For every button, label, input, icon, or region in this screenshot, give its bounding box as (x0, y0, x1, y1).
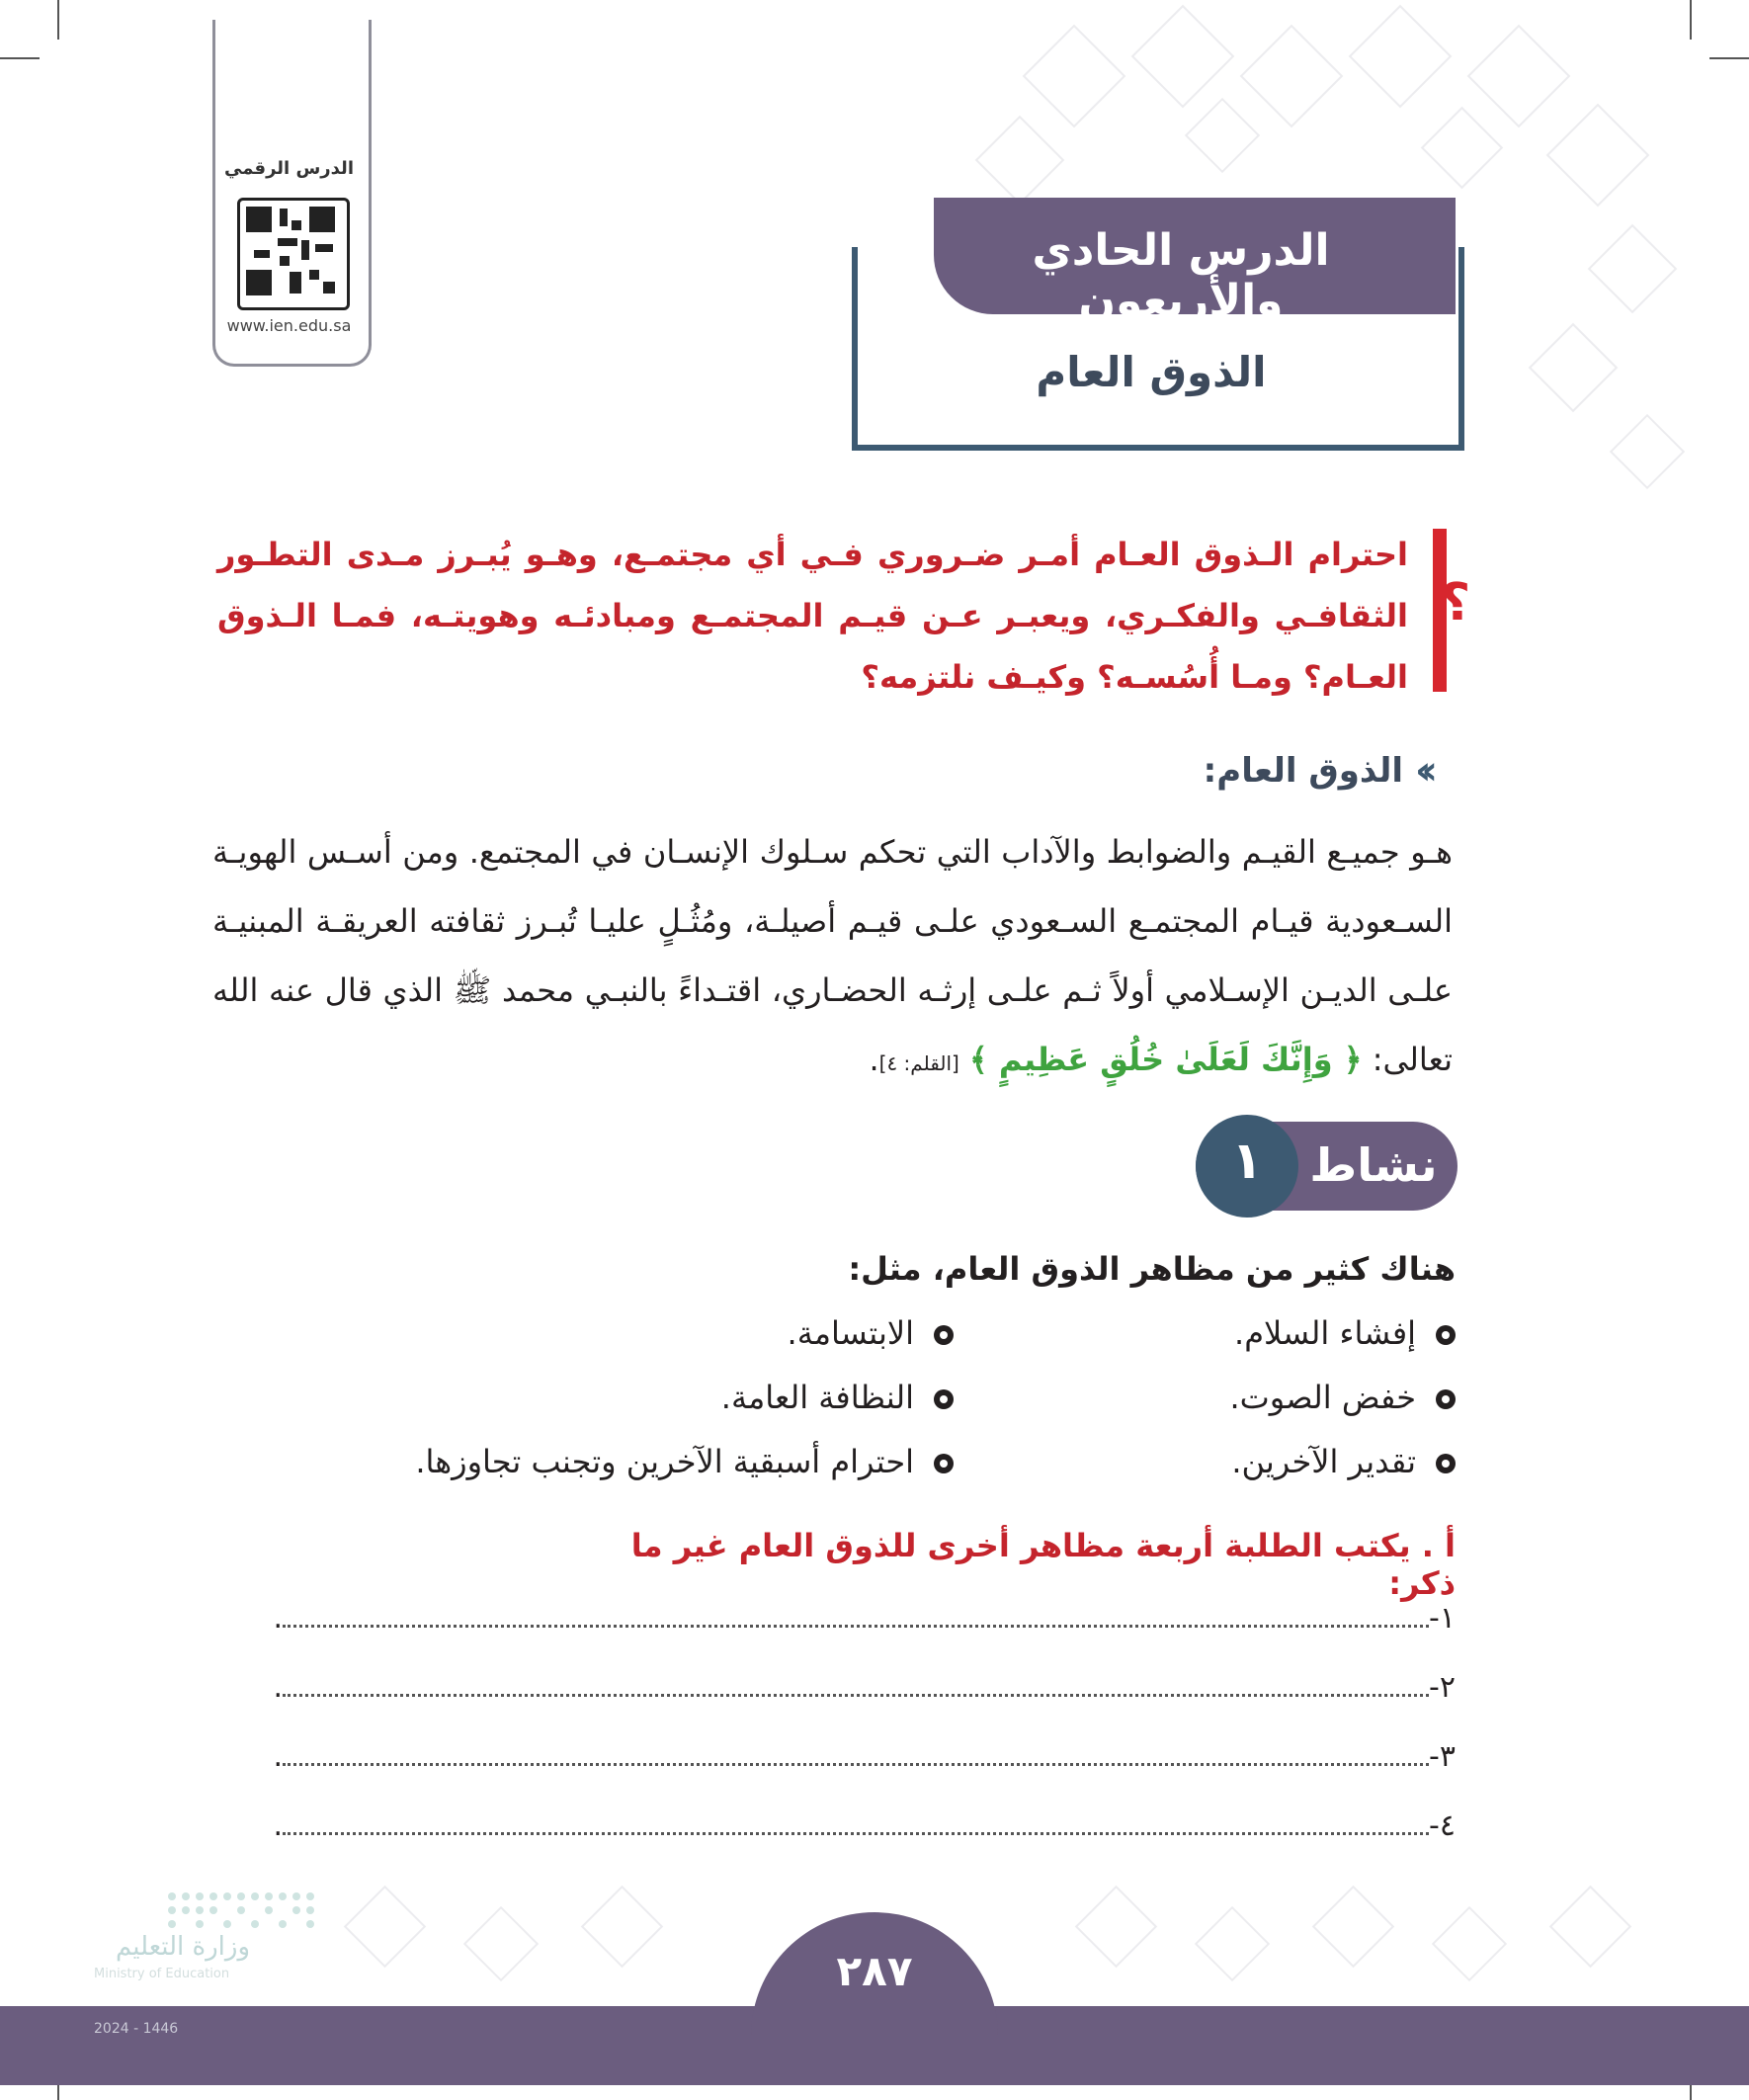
question-mark-icon: ؟ (1441, 573, 1471, 632)
lesson-title: الدرس الحادي والأربعون (1032, 225, 1330, 326)
page-number: ٢٨٧ (836, 1947, 913, 1995)
paragraph-text: هـو جميـع القيـم والضوابط والآداب التي تحكم سـلوك الإنسـان في المجتمع. ومن أسـس الهويـة السـعودية قيـام المجتمـع السـعودي علـى قيـم أصيلـة، ومُثُـلٍ عليـا تُبـرز ثقافته العريقـة المبنيـة علـى الديـن الإسـلامي أولاً ثـم علـى إرثـه الحضـاري، اقتـداءً بالنبـي محمد ﷺ الذي قال عنه الله تعالى: (212, 833, 1453, 1078)
bullet-icon (1436, 1325, 1456, 1345)
lesson-subtitle: الذوق العام (1036, 348, 1267, 396)
definition-paragraph (212, 817, 1453, 1098)
digital-lesson-url[interactable]: www.ien.edu.sa (226, 316, 352, 335)
ministry-logo-icon (168, 1892, 326, 1937)
ministry-logo-subtext: Ministry of Education (94, 1967, 230, 1981)
list-item: إفشاء السلام. (1018, 1314, 1456, 1352)
list-item: احترام أسبقية الآخرين وتجنب تجاوزها. (296, 1443, 954, 1480)
list-item: النظافة العامة. (296, 1379, 954, 1416)
crop-mark (1709, 57, 1749, 59)
crop-mark (57, 0, 59, 40)
bullet-icon (934, 1389, 954, 1409)
digital-lesson-tab (212, 20, 372, 367)
bullet-icon (1436, 1454, 1456, 1473)
list-item: خفض الصوت. (1018, 1379, 1456, 1416)
bullet-icon (934, 1325, 954, 1345)
digital-lesson-label: الدرس الرقمي (224, 158, 354, 179)
bullet-icon (1436, 1389, 1456, 1409)
activity-label: نشاط (1309, 1138, 1438, 1192)
list-item: الابتسامة. (296, 1314, 954, 1352)
answer-line-2[interactable]: ٢-. (273, 1670, 1456, 1705)
ministry-logo-text: وزارة التعليم (115, 1932, 251, 1962)
double-chevron-icon: ‹‹ (1415, 748, 1428, 794)
crop-mark (1690, 0, 1692, 40)
quran-verse: ﴿ وَإِنَّكَ لَعَلَىٰ خُلُقٍ عَظِيمٍ ﴾ (968, 1041, 1363, 1078)
answer-line-4[interactable]: ٤-. (273, 1808, 1456, 1843)
crop-mark (0, 57, 40, 59)
list-item: تقدير الآخرين. (1018, 1443, 1456, 1480)
section-heading: الذوق العام: (1203, 751, 1403, 791)
answer-line-1[interactable]: ١-. (273, 1601, 1456, 1636)
qr-code-icon[interactable] (237, 198, 350, 310)
answer-line-3[interactable]: ٣-. (273, 1739, 1456, 1774)
task-instruction: أ . يكتب الطلبة أربعة مظاهر أخرى للذوق العام غير ما ذكر: (630, 1527, 1456, 1602)
intro-question: احترام الـذوق العـام أمـر ضـروري فـي أي مجتمـع، وهـو يُبـرز مـدى التطـور الثقافـي والفكـري، ويعبـر عـن قيـم المجتمـع ومبادئـه وهويتـه، فمـا الـذوق العـام؟ ومـا أُسُسـه؟ وكيـف نلتزمه؟ (217, 536, 1408, 696)
verse-reference: [القلم: ٤] (878, 1051, 959, 1075)
edition-year: 2024 - 1446 (94, 2021, 179, 2037)
activity-intro: هناك كثير من مظاهر الذوق العام، مثل: (848, 1250, 1456, 1288)
bullet-icon (934, 1454, 954, 1473)
paragraph-end: . (869, 1041, 879, 1078)
activity-number: ١ (1231, 1132, 1263, 1191)
